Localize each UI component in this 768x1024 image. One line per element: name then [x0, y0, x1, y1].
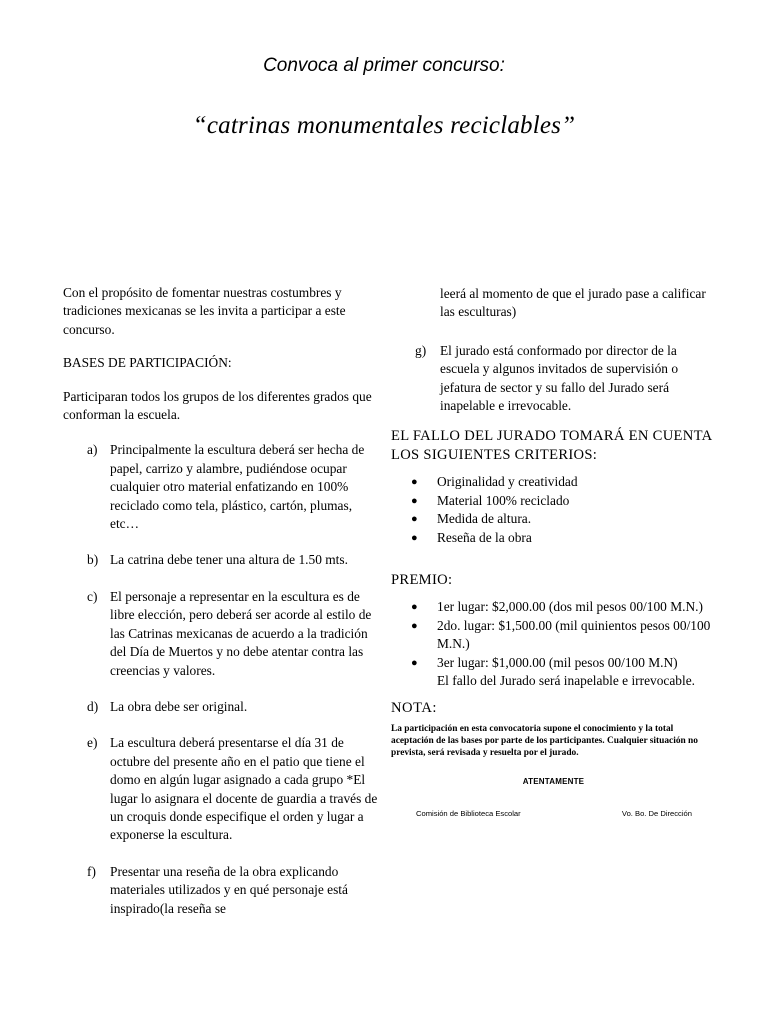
rule-text: La obra debe ser original.	[110, 698, 248, 714]
bullet-icon: ●	[411, 513, 418, 526]
rule-text: Principalmente la escultura deberá ser hecha de papel, carrizo y alambre, pudiéndose ocupar cualquier otro material enfatizando en 100% reciclado como tela, plástico, cartón, plumas, etc…	[110, 442, 365, 532]
criteria-item: ● Material 100% reciclado	[391, 492, 716, 510]
criteria-item: ● Reseña de la obra	[391, 529, 716, 547]
closing-label: ATENTAMENTE	[522, 776, 585, 786]
rule-item-g	[391, 342, 716, 416]
rule-item-b	[63, 551, 381, 569]
rule-text: Presentar una reseña de la obra explicando materiales utilizados y en qué personaje está inspirado(la reseña se	[110, 863, 348, 916]
signature-right: Vo. Bo. De Dirección	[621, 809, 692, 819]
criteria-item: ● Originalidad y creatividad	[391, 473, 716, 491]
prize-list	[391, 598, 716, 672]
rule-letter: g)	[415, 342, 427, 358]
bullet-icon: ●	[411, 531, 418, 544]
rule-letter: e)	[87, 735, 98, 751]
rule-item-f	[63, 863, 381, 918]
rule-letter: b)	[87, 552, 99, 568]
rule-item-a	[63, 441, 381, 533]
bases-heading: BASES DE PARTICIPACIÓN:	[63, 355, 232, 371]
criteria-list	[391, 473, 716, 547]
left-column	[63, 284, 381, 936]
rule-text: El jurado está conformado por director de la escuela y algunos invitados de supervisión o jefatura de sector y su fallo del Jurado será inapelable e irrevocable.	[440, 342, 679, 414]
criteria-item: ● Medida de altura.	[391, 510, 716, 528]
prize-item: ● 3er lugar: $1,000.00 (mil pesos 00/100 M.N)	[391, 654, 716, 672]
rule-text: El personaje a representar en la escultura es de libre elección, pero deberá ser acorde al estilo de las Catrinas mexicanas de acuerdo a la tradición del Día de Muertos y no debe atentar contra las creencias y valores.	[110, 588, 372, 678]
intro-paragraph: Con el propósito de fomentar nuestras costumbres y tradiciones mexicanas se les invita a participar a este concurso.	[63, 285, 346, 337]
note-text: La participación en esta convocatoria supone el conocimiento y la total aceptación de las bases por parte de los participantes. Cualquier situación no prevista, será revisada y resuelta por el jurado.	[391, 723, 698, 758]
rule-item-d	[63, 698, 381, 716]
bullet-icon: ●	[411, 619, 418, 632]
signature-left: Comisión de Biblioteca Escolar	[416, 809, 521, 819]
rule-letter: d)	[87, 698, 99, 714]
criteria-heading: EL FALLO DEL JURADO TOMARÁ EN CUENTA LOS SIGUIENTES CRITERIOS:	[391, 428, 712, 464]
participants-paragraph: Participaran todos los grupos de los diferentes grados que conforman la escuela.	[63, 388, 372, 423]
prize-note: El fallo del Jurado será inapelable e irrevocable.	[437, 673, 696, 689]
announcement-heading: Convoca al primer concurso:	[263, 55, 505, 76]
rule-letter: c)	[87, 588, 98, 604]
rule-f-continuation: leerá al momento de que el jurado pase a calificar las esculturas)	[440, 286, 706, 320]
rule-item-c	[63, 588, 381, 680]
rule-item-e	[63, 734, 381, 844]
bullet-icon: ●	[411, 601, 418, 614]
contest-title: “catrinas monumentales reciclables”	[192, 112, 576, 139]
rule-letter: f)	[87, 863, 96, 879]
bullet-icon: ●	[411, 494, 418, 507]
prize-item: ● 1er lugar: $2,000.00 (dos mil pesos 00/100 M.N.)	[391, 598, 716, 616]
prize-item: ● 2do. lugar: $1,500.00 (mil quinientos pesos 00/100 M.N.)	[411, 617, 711, 652]
rule-text: La catrina debe tener una altura de 1.50 mts.	[110, 552, 348, 568]
bullet-icon: ●	[411, 656, 418, 669]
right-column	[391, 284, 716, 824]
rule-letter: a)	[87, 442, 98, 458]
rules-list	[63, 441, 381, 918]
rule-text: La escultura deberá presentarse el día 31 de octubre del presente año en el patio que tiene el domo en algún lugar asignado a cada grupo *El lugar lo asignara el docente de guardia a través de un croquis donde especifique el orden y lugar a exponerse la escultura.	[110, 735, 378, 843]
bullet-icon: ●	[411, 476, 418, 489]
prize-heading: PREMIO:	[391, 572, 453, 589]
note-heading: NOTA:	[391, 699, 437, 716]
signature-row	[391, 805, 692, 823]
